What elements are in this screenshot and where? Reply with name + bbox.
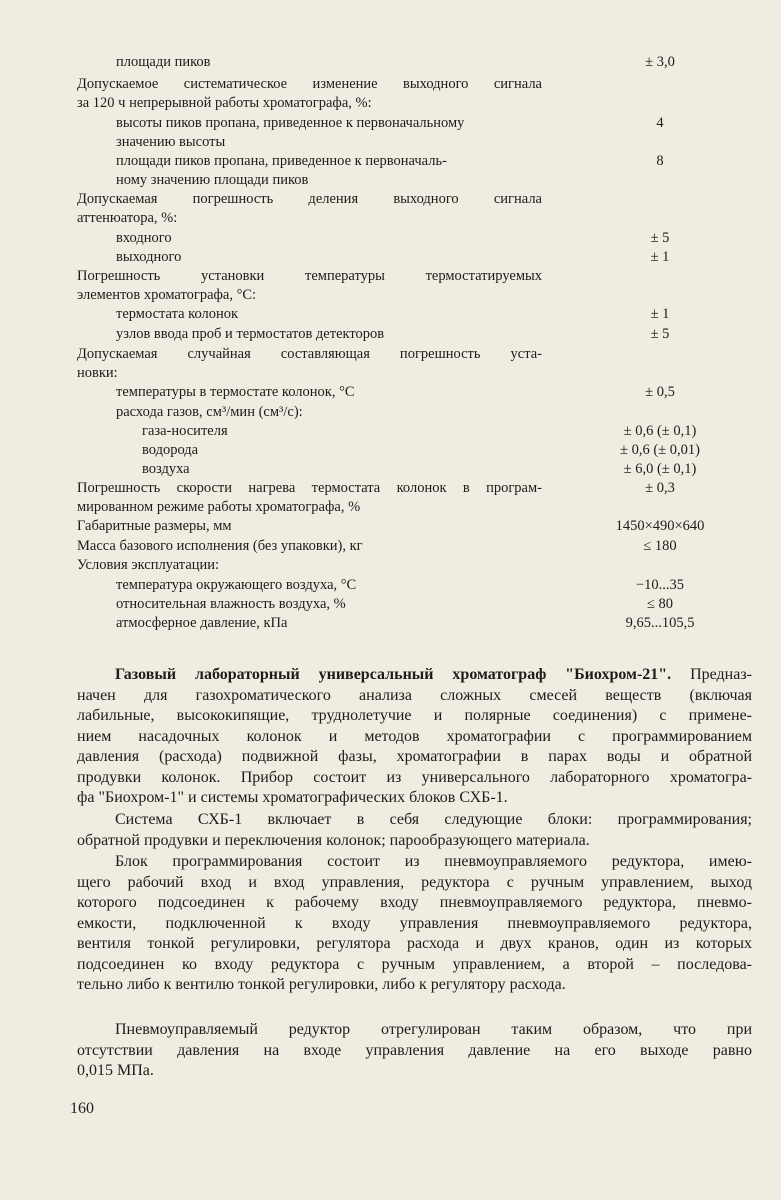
paragraph-program-block: Блок программирования состоит из пневмоуправляемого редуктора, имею- щего рабочий вход и вход управления, редуктора с ручным управлением, выход которого подсоединен к рабочему входу пневмоуправляемого редуктора, пневмо- емкости, подключенной к входу управления пневмоуправляемого редуктора, вентиля тонкой регулировки, регулятора расхода и двух кранов, один из которых подсоединен ко входу редуктора с ручным управлением, а второй – последова- тельно либо к вентилю тонкой регулировки, либо к регулятору расхода. bbox=[77, 853, 752, 993]
instrument-heading: Газовый лабораторный универсальный хроматограф "Биохром-21". bbox=[115, 666, 672, 683]
paragraph-skhb: Система СХБ-1 включает в себя следующие блоки: программирования; обратной продувки и переключения колонок; парообразующего материала. bbox=[77, 811, 752, 849]
book-page: площади пиков ± 3,0 Допускаемое систематическое изменение выходного сигнала за 120 ч непрерывной работы хроматографа, %: высоты пиков пропана, приведенное к первоначальному 4 значению высоты площади пиков пропана, приведенное к первоначаль- 8 ному значению площади пиков Допускаемая погрешность деления выходного сигнала аттенюатора, %: входного ± 5 выходного ± 1 Погрешность установки температуры термостатируемых элементов хроматографа, °С: термостата колонок ± 1 узлов ввода проб и термостатов детекторов ± 5 Допускаемая случайная составляющая погрешность уста- новки: температуры в термостате колонок, °С ± 0,5 расхода газов, см³/мин (см³/с): газа-носителя ± 0,6 (± 0,1) водорода ± 0,6 (± 0,01) воздуха ± 6,0 (± 0,1) Погрешность скорости нагрева термостата колонок в програм- ± 0,3 мированном режиме работы хроматографа, % Габаритные размеры, мм 1450×490×640 Масса базового исполнения (без упаковки), кг ≤ 180 Условия эксплуатации: температура окружающего воздуха, °С −10...35 относительная влажность воздуха, % ≤ 80 атмосферное давление, кПа 9,65...105,5 Газовый лабораторный универсальный хроматограф "Биохром-21". Предназ- начен для газохроматического анализа сложных смесей веществ (включая лабильные, высококипящие, труднолетучие и полярные соединения) с примене- нием насадочных колонок и методов хроматографии с программированием давления (расхода) подвижной фазы, хроматографии в парах воды и обратной продувки колонок. Прибор состоит из универсального лабораторного хроматогра- фа "Биохром-1" и системы хроматографических блоков СХБ-1. Система СХБ-1 включает в себя следующие блоки: программирования; обратной продувки и переключения колонок; парообразующего материала. Блок программирования состоит из пневмоуправляемого редуктора, имею- щего рабочий вход и вход управления, редуктора с ручным управлением, выход которого подсоединен к рабочему входу пневмоуправляемого редуктора, пневмо- емкости, подключенной к входу управления пневмоуправляемого редуктора, вентиля тонкой регулировки, регулятора расхода и двух кранов, один из которых подсоединен ко входу редуктора с ручным управлением, а второй – последова- тельно либо к вентилю тонкой регулировки, либо к регулятору расхода. Пневмоуправляемый редуктор отрегулирован таким образом, что при отсутствии давления на входе управления давление на его выходе равно 0,015 МПа. 160 bbox=[70, 54, 752, 1117]
page-number: 160 bbox=[70, 1100, 94, 1117]
paragraph-reducer: Пневмоуправляемый редуктор отрегулирован таким образом, что при отсутствии давления на входе управления давление на его выходе равно 0,015 МПа. bbox=[77, 1021, 752, 1079]
paragraph-biokhrom: Газовый лабораторный универсальный хроматограф "Биохром-21". Предназ- начен для газохроматического анализа сложных смесей веществ (включая лабильные, высококипящие, труднолетучие и полярные соединения) с примене- нием насадочных колонок и методов хроматографии с программированием давления (расхода) подвижной фазы, хроматографии в парах воды и обратной продувки колонок. Прибор состоит из универсального лабораторного хроматогра- фа "Биохром-1" и системы хроматографических блоков СХБ-1. bbox=[77, 666, 752, 806]
